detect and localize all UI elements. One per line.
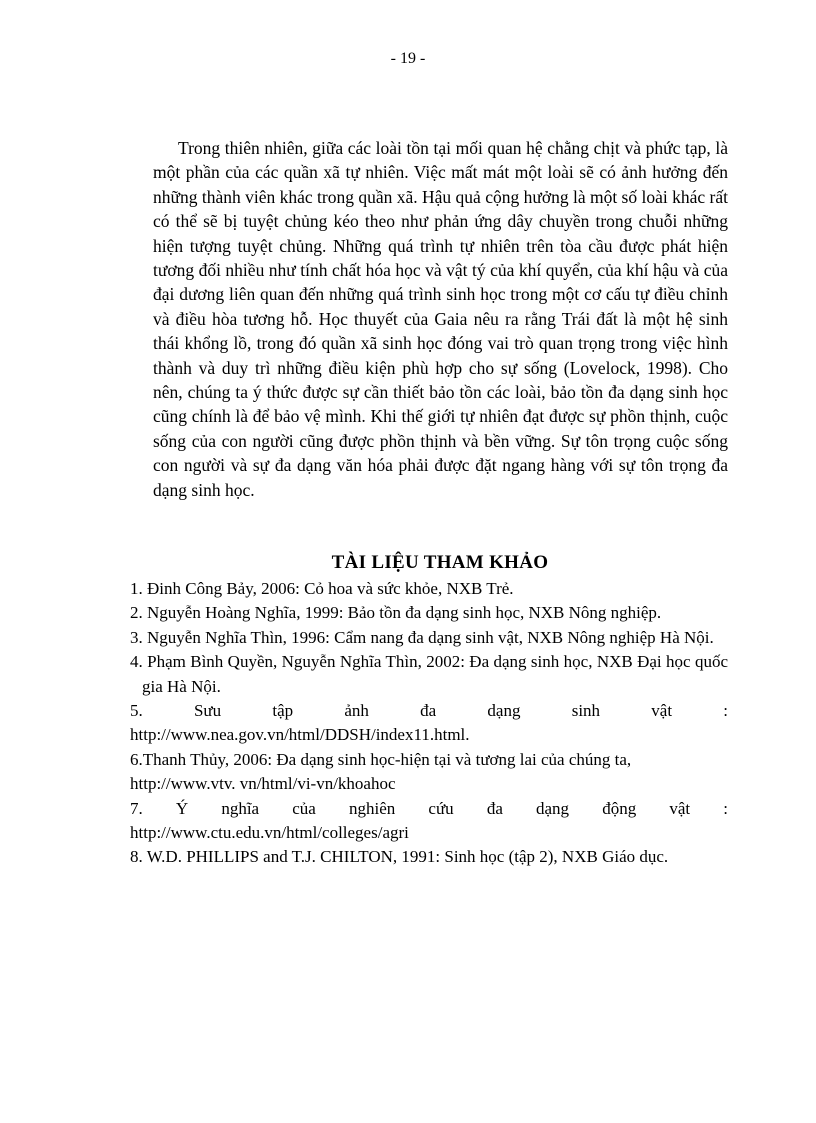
references-heading: TÀI LIỆU THAM KHẢO: [331, 552, 549, 573]
reference-item-3: [130, 626, 728, 650]
reference-text: 8. W.D. PHILLIPS and T.J. CHILTON, 1991: Sinh học (tập 2), NXB Giáo dục.: [130, 847, 669, 867]
reference-item-6: [130, 748, 728, 797]
reference-text: 6.Thanh Thủy, 2006: Đa dạng sinh học-hiện tại và tương lai của chúng ta,: [130, 749, 632, 769]
reference-url[interactable]: http://www.vtv. vn/html/vi-vn/khoahoc: [130, 774, 396, 794]
reference-item-4: [130, 650, 728, 699]
reference-text: 3. Nguyễn Nghĩa Thìn, 1996: Cẩm nang đa dạng sinh vật, NXB Nông nghiệp Hà Nội.: [130, 627, 714, 647]
page-number: - 19 -: [390, 50, 426, 67]
body-paragraph: Trong thiên nhiên, giữa các loài tồn tại mối quan hệ chằng chịt và phức tạp, là một phần của các quần xã tự nhiên. Việc mất mát một loài sẽ có ảnh hưởng đến những thành viên khác trong quần xã. Hậu quả cộng hưởng là một số loài khác rất có thể sẽ bị tuyệt chủng kéo theo như phản ứng dây chuyền trong chuỗi những hiện tượng tuyệt chủng. Những quá trình tự nhiên trên tòa cầu được phát hiện tương đối nhiều như tính chất hóa học và vật tý của khí quyển, của khí hậu và của đại dương liên quan đến những quá trình sinh học trong một cơ cấu tự điều chỉnh và điều hòa tương hỗ. Học thuyết của Gaia nêu ra rằng Trái đất là một hệ sinh thái khổng lồ, trong đó quần xã sinh học đóng vai trò quan trọng trong việc hình thành và duy trì những điều kiện phù hợp cho sự sống (Lovelock, 1998). Cho nên, chúng ta ý thức được sự cần thiết bảo tồn các loài, bảo tồn đa dạng sinh học cũng chính là để bảo vệ mình. Khi thế giới tự nhiên đạt được sự phồn thịnh, cuộc sống của con người cũng được phồn thịnh và bền vững. Sự tôn trọng cuộc sống con người và sự đa dạng văn hóa phải được đặt ngang hàng với sự tôn trọng đa dạng sinh học.: [153, 138, 728, 500]
reference-item-1: [130, 577, 728, 601]
reference-text: 7. Ý nghĩa của nghiên cứu đa dạng động vật :: [130, 798, 728, 818]
reference-text: 1. Đinh Công Bảy, 2006: Cỏ hoa và sức khỏe, NXB Trẻ.: [130, 579, 514, 598]
reference-item-2: [130, 601, 728, 625]
reference-item-5: [130, 699, 728, 748]
reference-url[interactable]: http://www.ctu.edu.vn/html/colleges/agri: [130, 823, 409, 843]
references-list: [130, 577, 728, 870]
reference-url[interactable]: http://www.nea.gov.vn/html/DDSH/index11.html.: [130, 725, 470, 745]
reference-text: 2. Nguyễn Hoàng Nghĩa, 1999: Bảo tồn đa dạng sinh học, NXB Nông nghiệp.: [130, 603, 662, 623]
reference-item-7: [130, 797, 728, 846]
reference-text: 5. Sưu tập ảnh đa dạng sinh vật :: [130, 701, 728, 721]
reference-text: 4. Phạm Bình Quyền, Nguyễn Nghĩa Thìn, 2002: Đa dạng sinh học, NXB Đại học quốc gia Hà Nội.: [130, 652, 728, 696]
reference-item-8: [130, 845, 728, 869]
